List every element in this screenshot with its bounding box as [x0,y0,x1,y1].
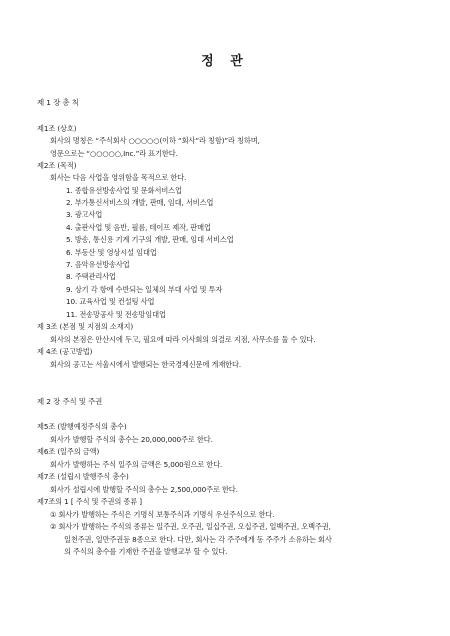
purpose-item: 9. 상기 각 항에 수반되는 일체의 부대 사업 및 투자 [66,285,223,294]
article-7-1-item-1: ① 회사가 발행하는 주식은 기명식 보통주식과 기명식 우선주식으로 한다. [50,510,275,519]
article-7-1-item-2-cont: 일천주권, 일만주권등 8종으로 한다. 다만, 회사는 각 주주에게 동 주주가 소유하는 회사 [64,535,332,544]
article-4-line-1: 회사의 공고는 서울시에서 발행되는 한국경제신문에 게재한다. [50,360,242,369]
article-7-1-item-2: ② 회사가 발행하는 주식의 종류는 일주권, 오주권, 일십주권, 오십주권, 일백주권, 오백주권, [50,522,331,531]
article-3-line-1: 회사의 본점은 안산시에 두고, 필요에 따라 이사회의 의결로 지점, 사무소를 둘 수 있다. [50,335,316,344]
article-1-heading: 제1조 (상호) [37,124,77,133]
purpose-item: 11. 전송망공사 및 전송망임대업 [66,310,166,319]
purpose-item: 4. 출판사업 및 음반, 필름, 테이프 제작, 판매업 [66,223,211,232]
article-7-1-item-2-cont: 의 주식의 총수를 기재한 주권을 발행교부 할 수 있다. [64,547,228,556]
purpose-item: 5. 방송, 통신용 기계 기구의 개발, 판매, 임대 서비스업 [66,235,234,244]
article-1-line-1: 회사의 명칭은 “주식회사 ○○○○○(이하 “회사”라 칭함)”라 칭하며, [50,136,260,145]
article-5-heading: 제5조 (발행예정주식의 총수) [37,422,127,431]
article-3-heading: 제 3조 (본점 및 지점의 소재지) [37,322,134,331]
article-2-heading: 제2조 (목적) [37,161,77,170]
chapter-2-heading: 제 2 장 주식 및 주권 [37,397,103,406]
purpose-item: 2. 부가통신서비스의 개발, 판매, 임대, 서비스업 [66,198,214,207]
article-4-heading: 제 4조 (공고방법) [37,347,93,356]
article-1-line-2: 영문으로는 “○○○○○,Inc.”라 표기한다. [50,149,178,158]
article-7-heading: 제7조 (설립시 발행주식 총수) [37,472,129,481]
purpose-item: 8. 주택관리사업 [66,272,116,281]
article-2-intro: 회사는 다음 사업을 영위함을 목적으로 한다. [50,173,187,182]
purpose-item: 10. 교육사업 및 컨설팅 사업 [66,297,155,306]
purpose-item: 3. 광고사업 [66,210,103,219]
purpose-item: 1. 종합유선방송사업 및 문화서비스업 [66,186,182,195]
chapter-1-heading: 제 1 장 총 칙 [37,98,79,107]
purpose-item: 7. 음악유선방송사업 [66,260,130,269]
document-title: 정 관 [201,54,249,69]
purpose-item: 6. 부동산 및 영상시설 임대업 [66,248,157,257]
article-6-line-1: 회사가 발행하는 주식 일주의 금액은 5,000원으로 한다. [50,460,223,469]
article-7-1-heading: 제7조의 1 [ 주식 및 주권의 종류 ] [37,497,142,506]
article-6-heading: 제6조 (일주의 금액) [37,447,100,456]
article-5-line-1: 회사가 발행할 주식의 총수는 20,000,000주로 한다. [50,435,213,444]
article-7-line-1: 회사가 설립시에 발행할 주식의 총수는 2,500,000주로 한다. [50,485,238,494]
